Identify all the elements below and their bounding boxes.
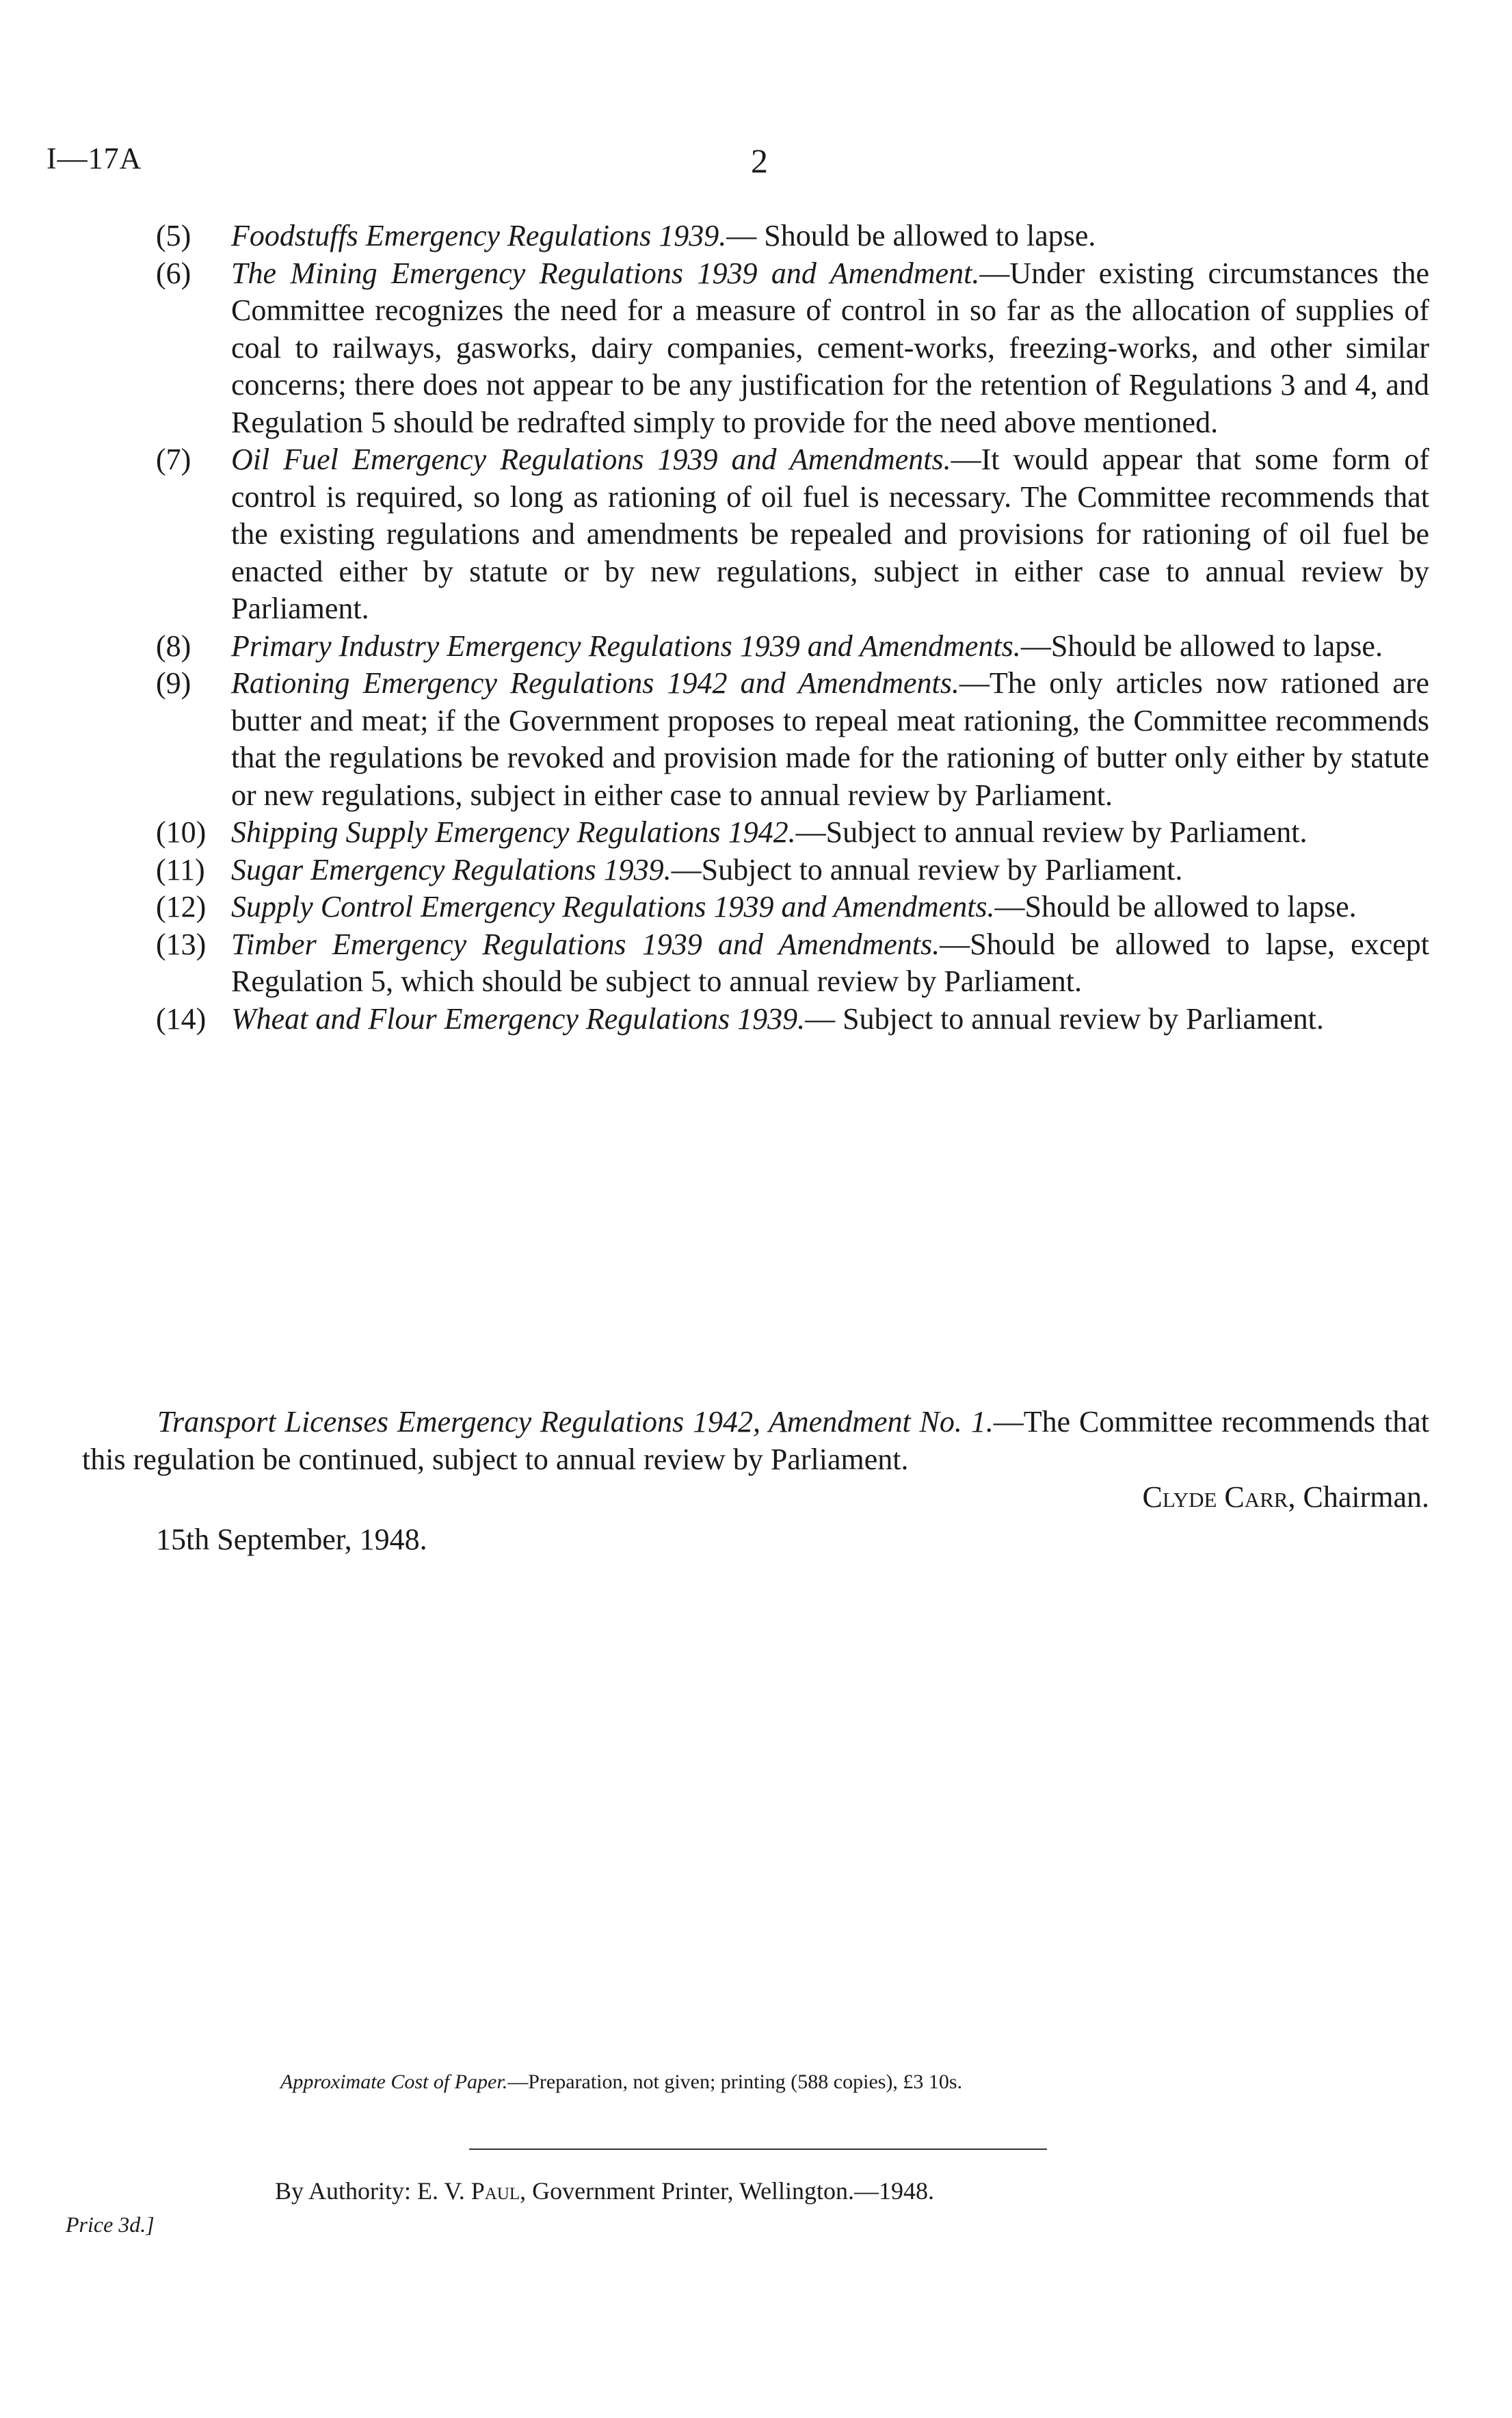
item-number: (8)	[156, 629, 191, 663]
regulation-item	[156, 814, 1429, 852]
regulation-text: —Should be allowed to lapse, except Regulation 5, which should be subject to annual review by Parliament.	[231, 927, 1429, 998]
signatory-name: Clyde Carr	[1142, 1480, 1288, 1514]
regulation-title: Oil Fuel Emergency Regulations 1939 and Amendments.	[231, 443, 951, 476]
regulation-title: Timber Emergency Regulations 1939 and Amendments.	[231, 927, 940, 961]
regulation-item	[156, 665, 1429, 814]
cost-label: Approximate Cost of Paper.	[280, 2071, 508, 2093]
printer-name: E. V. Paul	[417, 2177, 520, 2205]
authority-prefix: By Authority:	[275, 2177, 412, 2205]
regulation-title: Supply Control Emergency Regulations 1939 and Amendments.	[231, 890, 995, 923]
signatory-role: , Chairman.	[1288, 1480, 1429, 1514]
regulation-title: Sugar Emergency Regulations 1939.	[231, 852, 672, 886]
cost-text: —Preparation, not given; printing (588 copies), £3 10s.	[507, 2071, 963, 2093]
regulation-item	[156, 1001, 1429, 1038]
transport-paragraph	[82, 1404, 1429, 1478]
page-number: 2	[751, 142, 768, 180]
footer-divider	[469, 2148, 1047, 2150]
item-number: (12)	[156, 890, 207, 923]
regulation-title: Wheat and Flour Emergency Regulations 1939.	[231, 1001, 806, 1036]
regulation-text: —It would appear that some form of control is required, so long as rationing of oil fuel is necessary. The Committee recommends that the existing regulations and amendments be repealed and provisions for rationing of oil fuel be enacted either by statute or by new regulations, subject in either case to annual review by Parliament.	[231, 443, 1430, 625]
regulation-title: Primary Industry Emergency Regulations 1939 and Amendments.	[231, 629, 1021, 663]
item-number: (10)	[156, 815, 207, 849]
regulation-text: — Subject to annual review by Parliament.	[805, 1001, 1324, 1036]
item-number: (11)	[156, 852, 205, 886]
signature	[1143, 1480, 1430, 1514]
regulation-title: Shipping Supply Emergency Regulations 1942.	[231, 815, 796, 849]
printer-line	[275, 2177, 934, 2205]
price-note: Price 3d.]	[66, 2212, 155, 2237]
regulation-item	[156, 852, 1429, 889]
regulation-text: —Subject to annual review by Parliament.	[671, 852, 1183, 886]
regulation-title: Rationing Emergency Regulations 1942 and Amendments.	[231, 666, 959, 700]
authority-suffix: , Government Printer, Wellington.—1948.	[520, 2177, 935, 2205]
item-number: (14)	[156, 1001, 207, 1036]
regulation-text: —Under existing circumstances the Committee recognizes the need for a measure of control in so far as the allocation of supplies of coal to railways, gasworks, dairy companies, cement-works, freezing-works, and other similar concerns; there does not appear to be any justification for the retention of Regulations 3 and 4, and Regulation 5 should be redrafted simply to provide for the need above mentioned.	[231, 256, 1430, 439]
transport-text: —The Committee recommends that this regulation be continued, subject to annual review by Parliament.	[82, 1405, 1429, 1476]
report-date: 15th September, 1948.	[156, 1523, 427, 1556]
item-number: (7)	[156, 443, 191, 476]
regulation-item	[156, 628, 1429, 666]
item-number: (9)	[156, 666, 191, 700]
regulation-item	[156, 889, 1429, 926]
paper-reference: I—17A	[47, 142, 142, 175]
item-number: (13)	[156, 927, 207, 961]
regulation-title: Foodstuffs Emergency Regulations 1939.	[231, 219, 727, 252]
regulation-title: The Mining Emergency Regulations 1939 and Amendment.	[231, 256, 980, 290]
regulation-item	[156, 218, 1429, 255]
cost-note	[280, 2071, 962, 2094]
regulation-text: — Should be allowed to lapse.	[726, 219, 1096, 252]
regulation-text: —Should be allowed to lapse.	[1020, 629, 1383, 663]
item-number: (5)	[156, 219, 191, 252]
regulation-text: —The only articles now rationed are butter and meat; if the Government proposes to repeal meat rationing, the Committee recommends that the regulations be revoked and provision made for the rationing of butter only either by statute or new regulations, subject in either case to annual review by Parliament.	[231, 666, 1429, 812]
regulation-item	[156, 441, 1429, 628]
regulation-text: —Subject to annual review by Parliament.	[795, 815, 1308, 849]
transport-title: Transport Licenses Emergency Regulations 1942, Amendment No. 1.	[157, 1405, 994, 1438]
regulation-item	[156, 926, 1429, 1001]
item-number: (6)	[156, 256, 191, 290]
regulation-text: —Should be allowed to lapse.	[994, 890, 1357, 923]
regulation-list	[156, 218, 1429, 1038]
regulation-item	[156, 255, 1429, 442]
